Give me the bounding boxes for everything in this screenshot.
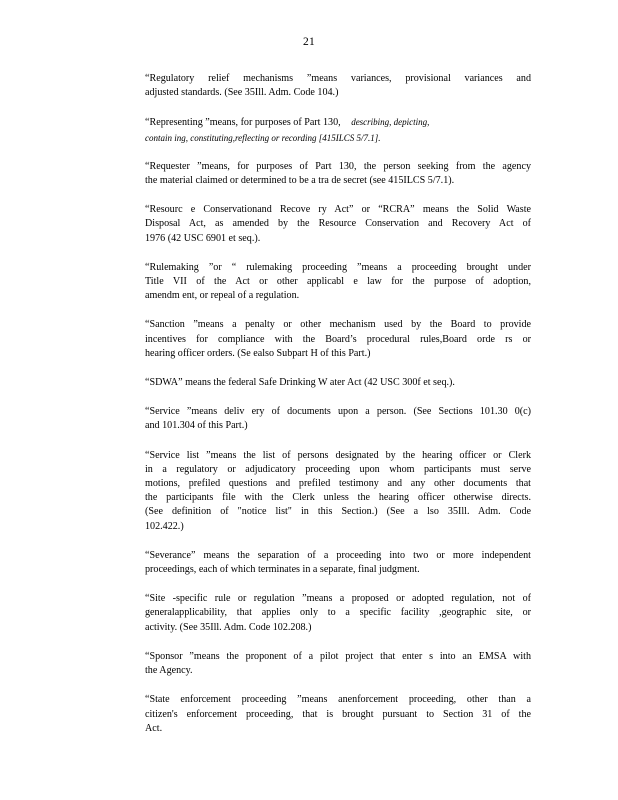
- definition-line: proceedings, each of which terminates in a separate, final judgment.: [145, 564, 420, 576]
- definition-line: citizen's enforcement proceeding, that is brought pursuant to Section 31 of the: [145, 708, 531, 720]
- definition-line: “Requester ”means, for purposes of Part 130, the person seeking from the agency: [145, 160, 531, 172]
- page-number: 21: [303, 36, 315, 48]
- definition-line: and 101.304 of this Part.): [145, 420, 248, 432]
- definition-line: hearing officer orders. (Se ealso Subpart H of this Part.): [145, 347, 371, 359]
- definition-service: [145, 405, 531, 433]
- definition-line: adjusted standards. (See 35Ill. Adm. Code 104.): [145, 87, 339, 99]
- definition-sdwa: [145, 376, 531, 390]
- definition-line: “Site -specific rule or regulation ”means a proposed or adopted regulation, not of: [145, 593, 531, 605]
- definition-requester: [145, 160, 531, 188]
- definition-line: “Rulemaking ”or “ rulemaking proceeding ”means a proceeding brought under: [145, 261, 531, 273]
- definition-line: (See definition of "notice list" in this Section.) (See a lso 35Ill. Adm. Code: [145, 506, 531, 518]
- definition-line: incentives for compliance with the Board’s procedural rules,Board orde rs or: [145, 333, 531, 345]
- definitions-list: [145, 72, 531, 751]
- definition-line: Act.: [145, 722, 163, 734]
- definition-line: activity. (See 35Ill. Adm. Code 102.208.): [145, 621, 312, 633]
- definition-line: [145, 115, 531, 130]
- definition-line: the participants file with the Clerk unless the hearing officer otherwise directs.: [145, 492, 531, 504]
- definition-severance: [145, 549, 531, 577]
- definition-line: contain ing, constituting,reflecting or recording [415ILCS 5/7.1].: [145, 132, 381, 143]
- definition-state-enforcement-proceeding: [145, 693, 531, 736]
- definition-line: “Regulatory relief mechanisms ”means variances, provisional variances and: [145, 73, 531, 84]
- definition-line: motions, prefiled questions and prefiled testimony and any other documents that: [145, 478, 531, 490]
- definition-line: “Resourc e Conservationand Recove ry Act” or “RCRA” means the Solid Waste: [145, 204, 531, 216]
- definition-line: Title VII of the Act or other applicabl e law for the purpose of adoption,: [145, 276, 531, 288]
- definition-line: amendm ent, or repeal of a regulation.: [145, 290, 300, 302]
- definition-sponsor: [145, 650, 531, 678]
- definition-line: Disposal Act, as amended by the Resource Conservation and Recovery Act of: [145, 218, 531, 230]
- definition-line: “Sanction ”means a penalty or other mechanism used by the Board to provide: [145, 319, 531, 331]
- definition-line: the material claimed or determined to be a tra de secret (see 415ILCS 5/7.1).: [145, 175, 455, 187]
- definition-service-list: [145, 449, 531, 534]
- definition-line: the Agency.: [145, 665, 193, 677]
- definition-rcra: [145, 203, 531, 246]
- definition-representing: [145, 115, 531, 144]
- definition-line: 102.422.): [145, 520, 184, 532]
- definition-line: “Sponsor ”means the proponent of a pilot project that enter s into an EMSA with: [145, 650, 531, 662]
- definition-line: “SDWA” means the federal Safe Drinking W ater Act (42 USC 300f et seq.).: [145, 377, 455, 389]
- definition-line-text: “Representing ”means, for purposes of Part 130,: [145, 117, 341, 129]
- definition-line-italic: describing, depicting,: [351, 117, 430, 128]
- definition-line: generalapplicability, that applies only to a specific facility ,geographic site, or: [145, 607, 531, 619]
- definition-line: 1976 (42 USC 6901 et seq.).: [145, 232, 261, 244]
- definition-regulatory-relief-mechanisms: [145, 72, 531, 100]
- definition-site-specific-rule: [145, 592, 531, 635]
- definition-line: “State enforcement proceeding ”means anenforcement proceeding, other than a: [145, 694, 531, 706]
- definition-line: “Severance” means the separation of a proceeding into two or more independent: [145, 549, 531, 561]
- definition-rulemaking: [145, 261, 531, 304]
- definition-line: “Service list ”means the list of persons designated by the hearing officer or Clerk: [145, 449, 531, 461]
- definition-line: “Service ”means deliv ery of documents upon a person. (See Sections 101.30 0(c): [145, 406, 531, 418]
- definition-line: in a regulatory or adjudicatory proceeding upon whom participants must serve: [145, 463, 531, 475]
- definition-sanction: [145, 318, 531, 361]
